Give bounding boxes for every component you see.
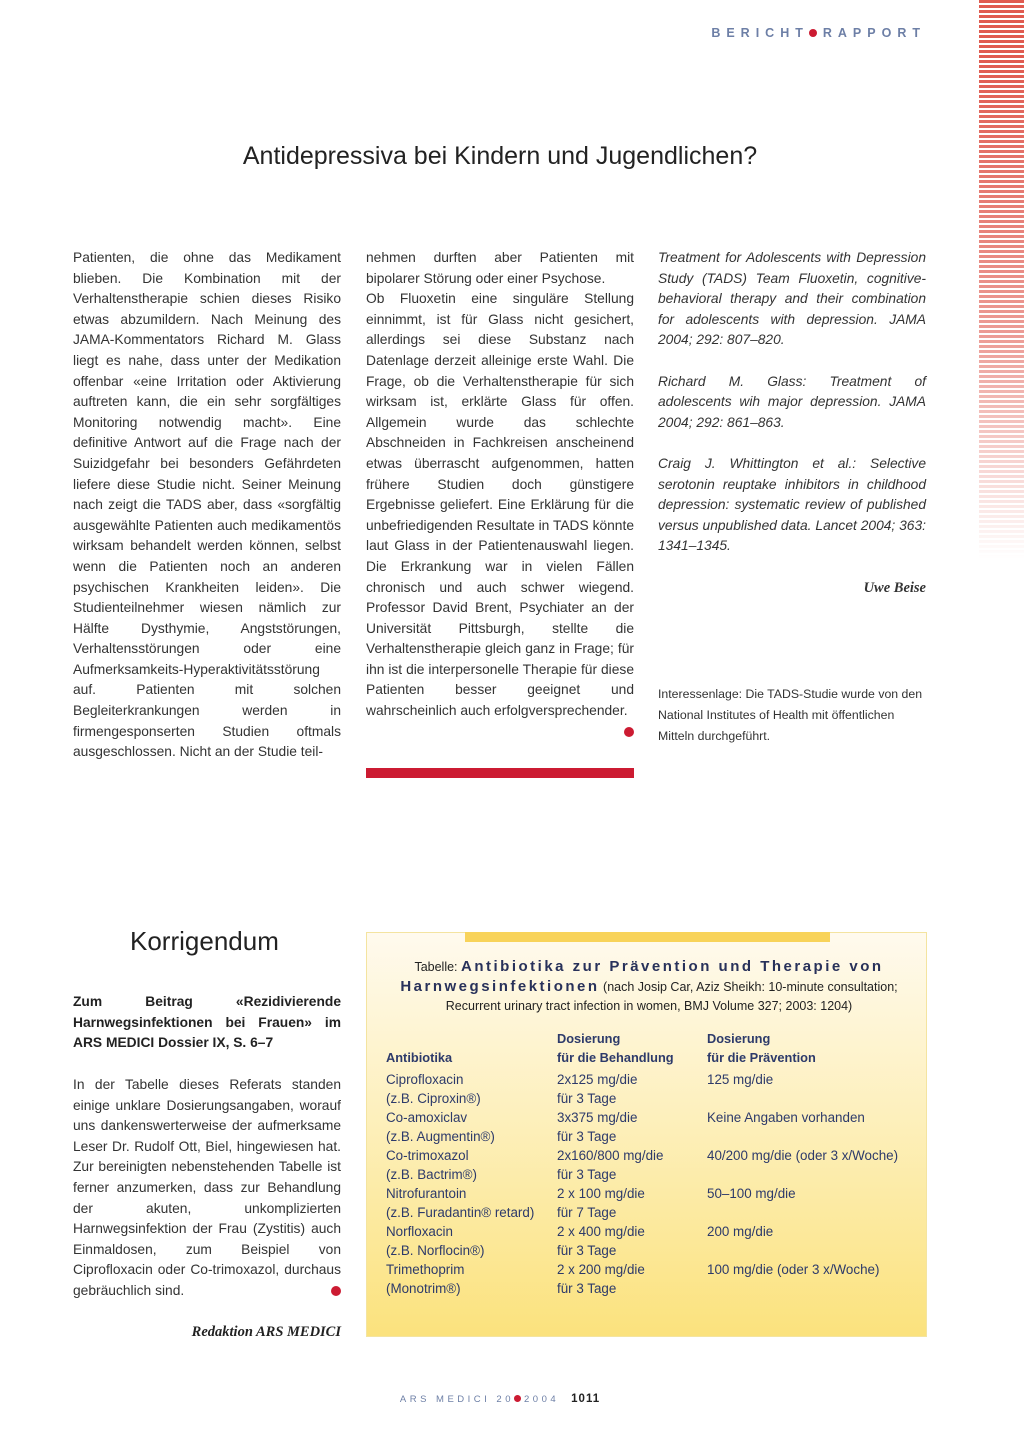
table-cell: (z.B. Norflocin®) bbox=[386, 1243, 485, 1258]
table-cell: für 3 Tage bbox=[557, 1167, 617, 1182]
footer-journal: ARS MEDICI 20 bbox=[399, 1394, 515, 1405]
table-cell: (z.B. Bactrim®) bbox=[386, 1167, 477, 1182]
table-cell bbox=[707, 1089, 916, 1108]
table-title: Antibiotika zur Prävention und Therapie von Harnwegsinfektionen bbox=[400, 958, 884, 995]
table-header-cell: für die Behandlung bbox=[557, 1050, 674, 1065]
table-cell: Norfloxacin bbox=[386, 1224, 453, 1239]
table-cell: 2 x 100 mg/die bbox=[557, 1186, 645, 1201]
table-cell bbox=[707, 1279, 916, 1298]
references-column bbox=[658, 248, 926, 598]
table-row bbox=[386, 1067, 916, 1089]
korrigendum-body bbox=[73, 1075, 341, 1302]
article-paragraph: nehmen durften aber Patienten mit bipolarer Störung oder einer Psychose. bbox=[366, 250, 634, 286]
korrigendum-signature: Redaktion ARS MEDICI bbox=[191, 1324, 341, 1340]
table-header-cell: für die Prävention bbox=[707, 1050, 816, 1065]
table-source: (nach Josip Car, Aziz Sheikh: 10-minute consultation; Recurrent urinary tract infection in women, BMJ Volume 327; 2003: 1204) bbox=[445, 980, 898, 1013]
table-cell: 200 mg/die bbox=[707, 1224, 774, 1239]
section-header bbox=[711, 26, 926, 40]
table-row bbox=[386, 1260, 916, 1279]
reference-item: Treatment for Adolescents with Depression Study (TADS) Team Fluoxetin, cognitive-behavioral therapy and their combination for adolescents with depression. JAMA 2004; 292: 807–820. bbox=[658, 250, 926, 348]
table-cell: 125 mg/die bbox=[707, 1072, 774, 1087]
korrigendum-subtitle: Zum Beitrag «Rezidivierende Harnwegsinfektionen bei Frauen» im ARS MEDICI Dossier IX, S. 6–7 bbox=[73, 994, 341, 1051]
table-row bbox=[386, 1279, 916, 1298]
end-mark-icon bbox=[331, 1286, 341, 1296]
table-cell: Keine Angaben vorhanden bbox=[707, 1110, 865, 1125]
table-row bbox=[386, 1241, 916, 1260]
table-cell: 100 mg/die (oder 3 x/Woche) bbox=[707, 1262, 880, 1277]
table-cell: 50–100 mg/die bbox=[707, 1186, 796, 1201]
header-bericht: BERICHT bbox=[711, 26, 809, 40]
table-cell: 40/200 mg/die (oder 3 x/Woche) bbox=[707, 1148, 899, 1163]
table-cell: für 3 Tage bbox=[557, 1129, 617, 1144]
korrigendum-title: Korrigendum bbox=[130, 926, 279, 956]
article-paragraph-text: Ob Fluoxetin eine singuläre Stellung einnimmt, ist für Glass nicht gesichert, allerdings sei diese Substanz nach Datenlage derzeit alleinige erste Wahl. Die Frage, ob die Verhaltenstherapie für sich wirksam ist, erklärte Glass für offen. Allgemein wurde das schlechte Abschneiden in Fachkreisen anscheinend etwas überrascht aufgenommen, hatten frühere Studien doch günstigere Ergebnisse geliefert. Eine Erklärung für die unbefriedigenden Resultate in TADS könnte laut Glass in der Patientenauswahl liegen. Die Erkrankung war in vielen Fällen chronisch und auch schwer wiegend. Professor David Brent, Psychiater an der Universität Pittsburgh, stellte die Verhaltenstherapie gleich ganz in Frage; für ihn ist die interpersonelle Therapie für diese Patienten besser geeignet und wahrscheinlich auch erfolgversprechender. bbox=[366, 291, 634, 719]
red-divider-bar bbox=[366, 768, 634, 778]
table-cell: Ciprofloxacin bbox=[386, 1072, 464, 1087]
table-cell: für 3 Tage bbox=[557, 1281, 617, 1296]
article-column-2 bbox=[366, 248, 634, 737]
table-row bbox=[386, 1127, 916, 1146]
table-cell: (Monotrim®) bbox=[386, 1281, 461, 1296]
table-tab-decoration bbox=[465, 932, 830, 942]
table-header-cell: Antibiotika bbox=[386, 1050, 453, 1065]
antibiotics-table bbox=[386, 1029, 916, 1298]
page-footer bbox=[0, 1393, 1000, 1405]
table-cell: für 3 Tage bbox=[557, 1243, 617, 1258]
table-cell: Trimethoprim bbox=[386, 1262, 465, 1277]
table-cell: Co-amoxiclav bbox=[386, 1110, 468, 1125]
article-paragraph: Patienten, die ohne das Medikament blieben. Die Kombination mit der Verhaltenstherapie schien dieses Risiko etwas abzumildern. Nach Meinung des JAMA-Kommentators Richard M. Glass liegt es nahe, dass unter der Medikation offenbar «eine Irritation oder Aktivierung auftreten kann, die ein sehr sorgfältiges Monitoring notwendig macht». Eine definitive Antwort auf die Frage nach der Suizidgefahr bei besonders Gefährdeten liefere diese Studie nicht. Seiner Meinung nach zeigt die TADS aber, dass «sorgfältig ausgewählte Patienten auch medikamentös wirksam behandelt werden können, selbst wenn die Patienten noch an anderen psychischen Krankheiten leiden». Die Studienteilnehmer wiesen nämlich zur Hälfte Dysthymie, Angststörungen, Verhaltensstörungen oder eine Aufmerksamkeits-Hyperaktivitätsstörung auf. Patienten mit solchen Begleiterkrankungen werden in firmengesponserten Studien oftmals ausgeschlossen. Nicht an der Studie teil- bbox=[73, 250, 341, 760]
footer-dot-icon bbox=[514, 1395, 521, 1402]
reference-item: Richard M. Glass: Treatment of adolescents wih major depression. JAMA 2004; 292: 861–863. bbox=[658, 373, 926, 430]
article-column-1 bbox=[73, 248, 341, 763]
end-mark-icon bbox=[624, 727, 634, 737]
table-cell: 3x375 mg/die bbox=[557, 1110, 638, 1125]
table-cell: 2 x 400 mg/die bbox=[557, 1224, 645, 1239]
table-cell: 2x125 mg/die bbox=[557, 1072, 638, 1087]
page-number: 1011 bbox=[571, 1393, 601, 1405]
table-cell: 2x160/800 mg/die bbox=[557, 1148, 664, 1163]
table-cell: (z.B. Augmentin®) bbox=[386, 1129, 495, 1144]
table-label: Tabelle: bbox=[414, 960, 458, 974]
author-name: Uwe Beise bbox=[863, 579, 926, 596]
korrigendum-text: In der Tabelle dieses Referats standen einige unklare Dosierungsangaben, worauf uns dankenswerterweise der aufmerksame Leser Dr. Rudolf Ott, Biel, hingewiesen hat. Zur bereinigten nebenstehenden Tabelle ist ferner anzumerken, dass zur Behandlung der akuten, unkomplizierten Harnwegsinfektion der Frau (Zystitis) auch Einmaldosen, zum Beispiel von Ciprofloxacin oder Co-trimoxazol, durchaus gebräuchlich sind. bbox=[73, 1077, 341, 1298]
footer-year: 2004 bbox=[524, 1394, 560, 1405]
table-row bbox=[386, 1146, 916, 1165]
table-caption bbox=[387, 957, 911, 1016]
article-title: Antidepressiva bei Kindern und Jugendlichen? bbox=[242, 142, 758, 170]
table-header-cell: Dosierung bbox=[557, 1031, 621, 1046]
table-row bbox=[386, 1089, 916, 1108]
reference-item: Craig J. Whittington et al.: Selective serotonin reuptake inhibitors in childhood depression: systematic review of published versus unpublished data. Lancet 2004; 363: 1341–1345. bbox=[658, 455, 926, 554]
table-cell: für 7 Tage bbox=[557, 1205, 617, 1220]
table-cell bbox=[707, 1203, 916, 1222]
table-header-cell: Dosierung bbox=[707, 1031, 771, 1046]
table-header-row bbox=[386, 1029, 916, 1048]
table-row bbox=[386, 1222, 916, 1241]
decorative-red-stripe bbox=[979, 0, 1024, 560]
table-cell bbox=[707, 1127, 916, 1146]
korrigendum-paragraph bbox=[73, 1075, 341, 1302]
table-cell: 2 x 200 mg/die bbox=[557, 1262, 645, 1277]
table-header-cell bbox=[386, 1029, 557, 1048]
table-cell: Nitrofurantoin bbox=[386, 1186, 467, 1201]
table-cell bbox=[707, 1165, 916, 1184]
table-header-row bbox=[386, 1048, 916, 1067]
table-row bbox=[386, 1184, 916, 1203]
table-row bbox=[386, 1108, 916, 1127]
table-row bbox=[386, 1165, 916, 1184]
table-row bbox=[386, 1203, 916, 1222]
table-cell: für 3 Tage bbox=[557, 1091, 617, 1106]
table-cell: (z.B. Ciproxin®) bbox=[386, 1091, 481, 1106]
article-paragraph bbox=[366, 289, 634, 721]
table-cell: (z.B. Furadantin® retard) bbox=[386, 1205, 535, 1220]
antibiotics-table-box bbox=[366, 932, 927, 1337]
conflict-of-interest-note: Interessenlage: Die TADS-Studie wurde von den National Institutes of Health mit öffentlichen Mitteln durchgeführt. bbox=[658, 687, 923, 743]
table-cell: Co-trimoxazol bbox=[386, 1148, 469, 1163]
table-cell bbox=[707, 1241, 916, 1260]
header-dot-icon bbox=[809, 29, 817, 37]
header-rapport: RAPPORT bbox=[822, 26, 926, 40]
